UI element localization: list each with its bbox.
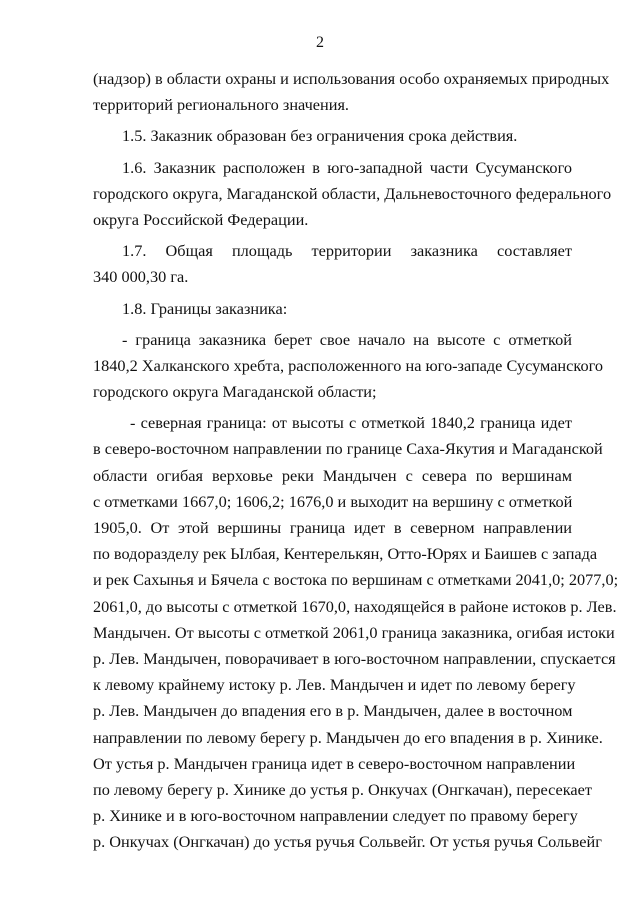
- paragraph-1-8: [93, 296, 572, 322]
- text-line: городского округа, Магаданской области, Дальневосточного федерального: [93, 183, 612, 203]
- text-line: с отметками 1667,0; 1606,2; 1676,0 и выходит на вершину с отметкой: [93, 491, 573, 511]
- text-line: р. Лев. Мандычен, поворачивает в юго-восточном направлении, спускается: [93, 648, 616, 668]
- text-line: по левому берегу р. Хинике до устья р. Онкучах (Онгкачан), пересекает: [93, 779, 592, 799]
- text-line: 1840,2 Халканского хребта, расположенного на юго-западе Сусуманского: [93, 355, 604, 375]
- text-line: 2061,0, до высоты с отметкой 1670,0, находящейся в районе истоков р. Лев.: [93, 596, 617, 616]
- text-line: области огибая верховье реки Мандычен с севера по вершинам: [93, 465, 572, 485]
- text-line: городского округа Магаданской области;: [93, 382, 377, 402]
- text-line: в северо-восточном направлении по границе Саха-Якутия и Магаданской: [93, 439, 603, 459]
- text-line: - северная граница: от высоты с отметкой 1840,2 граница идет: [130, 413, 572, 433]
- paragraph-supervision-continuation: [93, 66, 610, 118]
- text-line: 1905,0. От этой вершины граница идет в северном направлении: [93, 518, 572, 537]
- text-line: к левому крайнему истоку р. Лев. Мандычен и идет по левому берегу: [93, 675, 576, 695]
- text-line: 1.8. Границы заказника:: [122, 298, 288, 318]
- text-line: От устья р. Мандычен граница идет в северо-восточном направлении: [93, 753, 576, 773]
- text-line: территорий регионального значения.: [93, 95, 349, 115]
- paragraph-boundary-start: [93, 327, 604, 406]
- page-number: 2: [316, 34, 324, 51]
- text-line: и рек Сахынья и Бячела с востока по вершинам с отметками 2041,0; 2077,0;: [93, 570, 619, 590]
- text-line: 1.6. Заказник расположен в юго-западной части Сусуманского: [122, 157, 572, 177]
- paragraph-1-5: [93, 123, 572, 149]
- text-line: Мандычен. От высоты с отметкой 2061,0 граница заказника, огибая истоки: [93, 622, 615, 642]
- text-line: - граница заказника берет свое начало на высоте с отметкой: [122, 329, 572, 349]
- paragraph-1-6: [93, 155, 612, 234]
- paragraph-northern-boundary: [93, 410, 619, 855]
- text-line: по водоразделу рек Ылбая, Кентерелькян, Отто-Юрях и Баишев с запада: [93, 544, 598, 564]
- text-line: р. Онкучах (Онгкачан) до устья ручья Сольвейг. От устья ручья Сольвейг: [93, 832, 602, 852]
- document-body: [93, 66, 619, 855]
- text-line: р. Хинике и в юго-восточном направлении следует по правому берегу: [93, 806, 578, 826]
- text-line: 340 000,30 га.: [93, 267, 189, 287]
- text-line: округа Российской Федерации.: [93, 209, 309, 229]
- text-line: 1.5. Заказник образован без ограничения срока действия.: [122, 126, 518, 146]
- text-line: 1.7. Общая площадь территории заказника составляет: [122, 241, 572, 261]
- text-line: (надзор) в области охраны и использования особо охраняемых природных: [93, 69, 610, 88]
- paragraph-1-7: [93, 238, 572, 290]
- text-line: направлении по левому берегу р. Мандычен до его впадения в р. Хинике.: [93, 727, 603, 747]
- text-line: р. Лев. Мандычен до впадения его в р. Мандычен, далее в восточном: [93, 701, 573, 721]
